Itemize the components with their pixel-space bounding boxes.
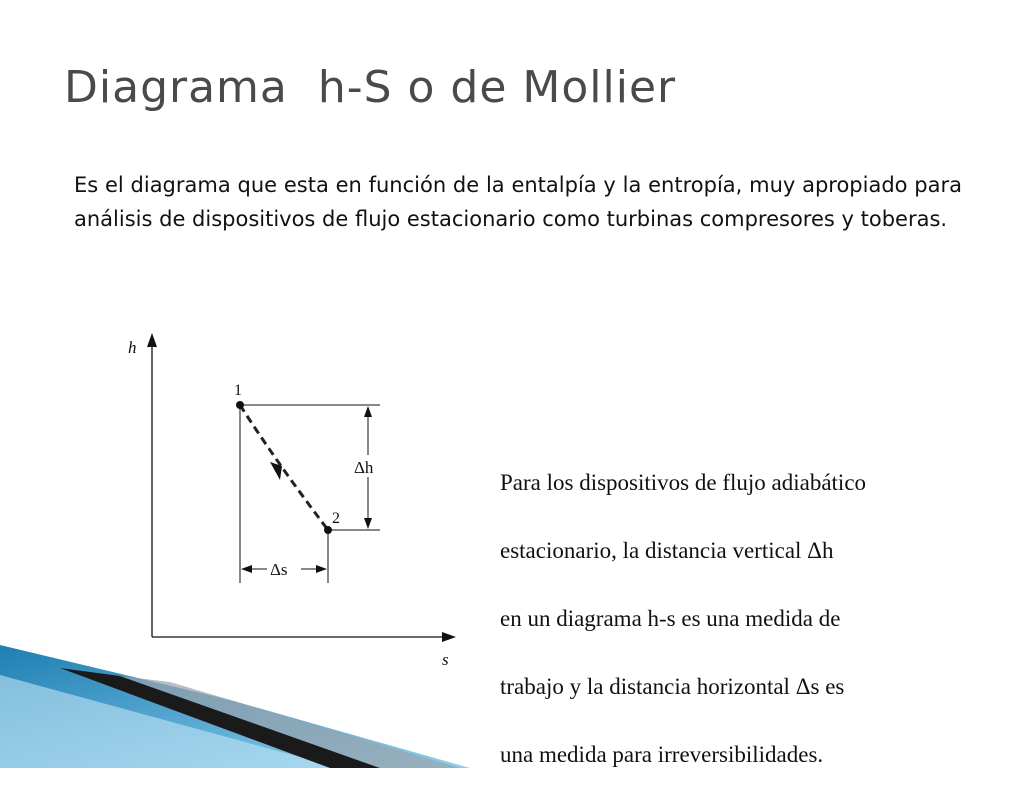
x-axis-label: s <box>442 650 449 669</box>
state-1-point <box>236 401 244 409</box>
corner-decoration <box>0 620 620 768</box>
delta-s-left-arrow <box>241 565 252 573</box>
delta-s-label: Δs <box>270 560 288 579</box>
caption-line: en un diagrama h-s es una medida de <box>500 606 841 631</box>
delta-h-top-arrow <box>364 406 372 417</box>
caption-line: estacionario, la distancia vertical Δh <box>500 538 834 563</box>
delta-h-bottom-arrow <box>364 518 372 529</box>
delta-s-right-arrow <box>316 565 327 573</box>
caption-line: trabajo y la distancia horizontal Δs es <box>500 674 845 699</box>
intro-paragraph: Es el diagrama que esta en función de la entalpía y la entropía, muy apropiado para análisis de dispositivos de flujo estacionario como turbinas compresores y toberas. <box>74 173 962 231</box>
process-path <box>240 405 328 530</box>
state-2-label: 2 <box>332 510 340 527</box>
caption-line: una medida para irreversibilidades. <box>500 742 824 767</box>
y-axis-label: h <box>128 338 137 357</box>
caption-line: Para los dispositivos de flujo adiabático <box>500 470 867 495</box>
delta-h-label: Δh <box>354 458 374 477</box>
slide-title: Diagrama h-S o de Mollier <box>64 62 677 113</box>
state-1-label: 1 <box>234 382 242 399</box>
state-2-point <box>324 526 332 534</box>
y-axis-arrow <box>147 333 157 347</box>
